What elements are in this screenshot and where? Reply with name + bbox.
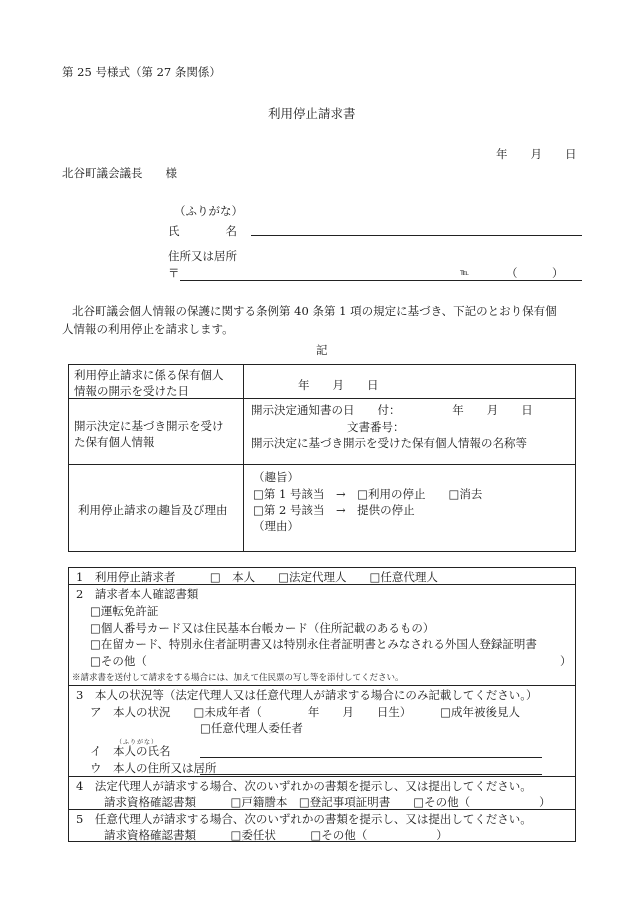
row3-reason: （理由） xyxy=(253,519,299,533)
section-divider xyxy=(68,809,576,810)
id-doc-mynumber[interactable]: □個人番号カード又は住民基本台帳カード（住所記載のあるもの） xyxy=(90,621,435,635)
section-5-docs[interactable]: 請求資格確認書類 □委任状 □その他（ ） xyxy=(104,828,448,842)
ki-heading: 記 xyxy=(316,343,328,357)
date-line: 年 月 日 xyxy=(496,147,577,161)
table-divider xyxy=(243,364,244,552)
postal-mark: 〒 xyxy=(168,266,180,280)
id-doc-license[interactable]: □運転免許証 xyxy=(90,604,159,618)
mail-note: ※請求書を送付して請求をする場合には、加えて住民票の写し等を添付してください。 xyxy=(72,673,404,683)
id-doc-other[interactable]: □その他（ xyxy=(90,654,147,668)
id-doc-residence[interactable]: □在留カード、特別永住者証明書又は特別永住者証明書とみなされる外国人登録証明書 xyxy=(90,637,537,651)
row1-label-l1: 利用停止請求に係る保有個人 xyxy=(74,368,224,382)
section-4-docs[interactable]: 請求資格確認書類 □戸籍謄本 □登記事項証明書 □その他（ ） xyxy=(104,795,551,809)
body-line-2: 人情報の利用停止を請求します。 xyxy=(62,322,234,336)
row1-label-l2: 情報の開示を受けた日 xyxy=(74,384,189,398)
principal-address-label: ウ 本人の住所又は居所 xyxy=(90,761,217,775)
form-title: 利用停止請求書 xyxy=(268,106,356,121)
section-3-head: 3 本人の状況等（法定代理人又は任意代理人が請求する場合にのみ記載してください。） xyxy=(76,688,538,702)
tel-label: ℡ xyxy=(460,268,470,278)
form-number: 第 25 号様式（第 27 条関係） xyxy=(62,65,221,79)
address-field[interactable] xyxy=(180,280,582,281)
row3-option-2[interactable]: □第 2 号該当 → 提供の停止 xyxy=(253,503,415,517)
name-label: 氏 名 xyxy=(168,224,237,238)
row2-doc-no[interactable]: 文書番号： xyxy=(347,420,405,434)
id-doc-other-close: ） xyxy=(560,654,572,668)
row1-value[interactable]: 年 月 日 xyxy=(298,378,379,392)
row2-label-l1: 開示決定に基づき開示を受け xyxy=(74,419,224,433)
section-4-head: 4 法定代理人が請求する場合、次のいずれかの書類を提示し、又は提出してください。 xyxy=(76,779,532,793)
furigana-label: （ふりがな） xyxy=(174,204,243,218)
row2-label-l2: た保有個人情報 xyxy=(74,435,155,449)
section-5-head: 5 任意代理人が請求する場合、次のいずれかの書類を提示し、又は提出してください。 xyxy=(76,812,532,826)
name-field[interactable] xyxy=(251,235,582,236)
principal-name-label: イ 本人の氏名 xyxy=(90,744,171,758)
row3-label: 利用停止請求の趣旨及び理由 xyxy=(78,503,228,517)
section-divider xyxy=(68,776,576,777)
principal-name-field[interactable] xyxy=(200,757,542,758)
principal-address-field[interactable] xyxy=(200,774,542,775)
row2-name[interactable]: 開示決定に基づき開示を受けた保有個人情報の名称等 xyxy=(251,436,527,450)
tel-paren: （ ） xyxy=(506,266,564,280)
row3-intent: （趣旨） xyxy=(253,470,299,484)
addressee: 北谷町議会議長 様 xyxy=(62,166,177,180)
section-1[interactable]: 1 利用停止請求者 □ 本人 □法定代理人 □任意代理人 xyxy=(76,570,438,584)
address-label: 住所又は居所 xyxy=(168,249,237,263)
principal-furigana: （ふりがな） xyxy=(116,739,159,746)
principal-status-2[interactable]: □任意代理人委任者 xyxy=(200,721,303,735)
table-row-divider xyxy=(68,398,576,399)
body-line-1: 北谷町議会個人情報の保護に関する条例第 40 条第 1 項の規定に基づき、下記のとおり保有個 xyxy=(72,304,557,318)
row3-option-1[interactable]: □第 1 号該当 → □利用の停止 □消去 xyxy=(253,487,483,501)
section-divider xyxy=(68,584,576,585)
name-underline xyxy=(248,464,571,465)
row2-notice[interactable]: 開示決定通知書の日 付： 年 月 日 xyxy=(251,403,533,417)
section-2-head: 2 請求者本人確認書類 xyxy=(76,587,199,601)
section-divider xyxy=(68,685,576,686)
principal-status[interactable]: ア 本人の状況 □未成年者（ 年 月 日生） □成年被後見人 xyxy=(90,705,520,719)
